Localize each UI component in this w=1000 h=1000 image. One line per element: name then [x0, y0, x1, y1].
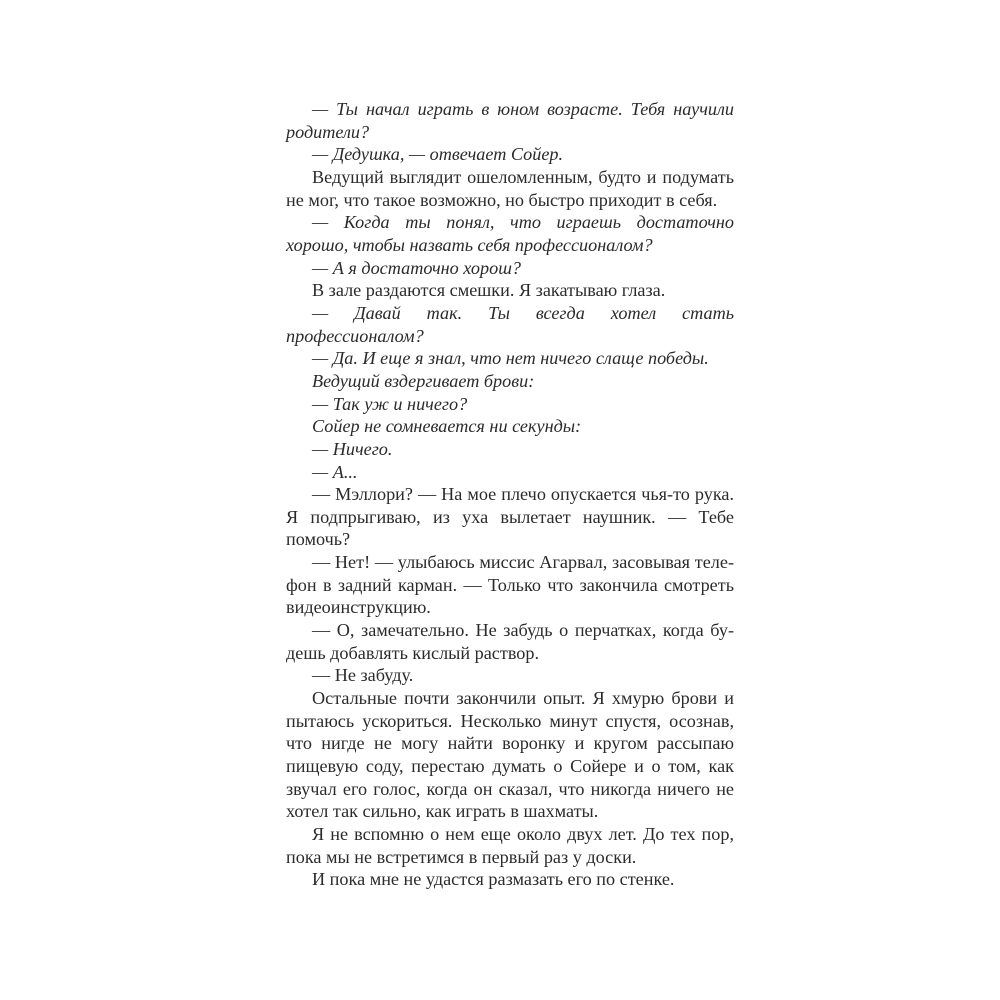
dialogue-line: — Давай так. Ты всегда хотел стать профессионалом? — [286, 302, 734, 346]
book-page — [286, 98, 734, 891]
dialogue-line: — О, замечательно. Не забудь о перчатках, когда будешь добавлять кислый раствор. — [286, 620, 734, 663]
dialogue-line: — Мэллори? — На мое плечо опускается чья-то рука. Я подпрыгиваю, из уха вылетает наушник. — Тебе помочь? — [286, 484, 734, 550]
dialogue-line: — Ничего. — [312, 438, 393, 459]
narration-paragraph: В зале раздаются смешки. Я закатываю глаза. — [312, 280, 666, 301]
dialogue-line: — Так уж и ничего? — [312, 393, 468, 414]
narration-paragraph: Ведущий вздергивает брови: — [312, 370, 535, 391]
narration-paragraph: Остальные почти закончили опыт. Я хмурю брови и пытаюсь ускориться. Несколько минут спустя, осознав, что нигде не могу найти воронку и кругом рассыпаю пищевую соду, перестаю думать о Сойере и о том, как звучал его голос, когда он сказал, что никогда ничего не хотел так сильно, как играть в шахматы. — [286, 688, 734, 822]
narration-paragraph: Я не вспомню о нем еще около двух лет. До тех пор, пока мы не встретимся в первый раз у доски. — [286, 824, 734, 867]
dialogue-line: — Ты начал играть в юном возрасте. Тебя научили родители? — [286, 99, 734, 142]
narration-paragraph: И пока мне не удастся размазать его по стенке. — [312, 869, 675, 890]
dialogue-line: — Да. И еще я знал, что нет ничего слаще победы. — [312, 348, 709, 369]
dialogue-line: — А... — [312, 461, 358, 482]
narration-paragraph: Сойер не сомневается ни секунды: — [312, 416, 582, 437]
dialogue-line: — Нет! — улыбаюсь миссис Агарвал, засовывая телефон в задний карман. — Только что закончила смотреть видеоинструкцию. — [286, 552, 734, 618]
dialogue-line: — Дедушка, — отвечает Сойер. — [312, 144, 564, 165]
narration-paragraph: Ведущий выглядит ошеломленным, будто и подумать не мог, что такое возможно, но быстро приходит в себя. — [286, 166, 734, 210]
dialogue-line: — Когда ты понял, что играешь достаточно хорошо, чтобы назвать себя профессионалом? — [286, 212, 734, 255]
dialogue-line: — Не забуду. — [312, 665, 414, 686]
dialogue-line: — А я достаточно хорош? — [312, 257, 522, 278]
